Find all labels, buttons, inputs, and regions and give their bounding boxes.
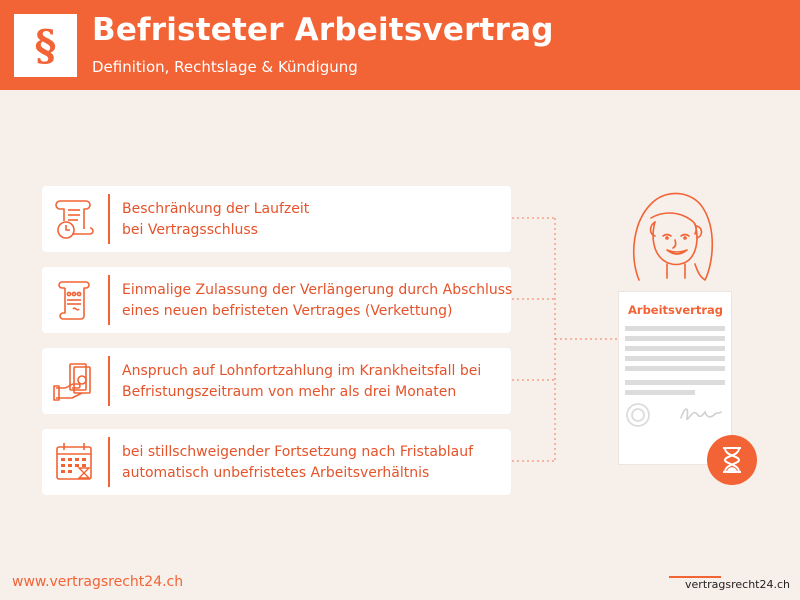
card-line: Anspruch auf Lohnfortzahlung im Krankheitsfall bei [122, 363, 482, 379]
card-divider [108, 194, 110, 244]
contract-scroll-icon [52, 277, 98, 323]
card-line: Einmalige Zulassung der Verlängerung durch Abschluss [122, 282, 513, 298]
info-card-sick-pay [42, 348, 511, 414]
card-text [122, 280, 513, 322]
hourglass-icon [706, 434, 758, 486]
calendar-icon [52, 439, 98, 485]
info-card-runtime [42, 186, 511, 252]
card-divider [108, 437, 110, 487]
stamp-icon [625, 402, 651, 428]
card-line: Befristungszeitraum von mehr als drei Monaten [122, 384, 457, 400]
signature-icon [679, 404, 725, 424]
card-line: bei stillschweigender Fortsetzung nach Fristablauf [122, 444, 474, 460]
page-title: Befristeter Arbeitsvertrag [92, 12, 554, 48]
card-line: Beschränkung der Laufzeit [122, 201, 310, 217]
footer-url[interactable]: www.vertragsrecht24.ch [12, 574, 184, 590]
svg-text:§: § [34, 21, 57, 70]
page-subtitle: Definition, Rechtslage & Kündigung [92, 58, 358, 76]
card-divider [108, 356, 110, 406]
card-line: eines neuen befristeten Vertrages (Verkettung) [122, 303, 453, 319]
footer-brand: vertragsrecht24.ch [685, 578, 790, 591]
hand-money-icon [52, 358, 98, 404]
woman-icon [625, 188, 725, 298]
scroll-clock-icon [52, 196, 98, 242]
card-divider [108, 275, 110, 325]
card-text [122, 199, 507, 241]
card-line: automatisch unbefristetes Arbeitsverhältnis [122, 465, 430, 481]
card-text [122, 361, 507, 403]
document-title: Arbeitsvertrag [628, 303, 724, 317]
info-card-continuation [42, 429, 511, 495]
card-line: bei Vertragsschluss [122, 222, 258, 238]
info-card-extension [42, 267, 511, 333]
card-text [122, 442, 507, 484]
